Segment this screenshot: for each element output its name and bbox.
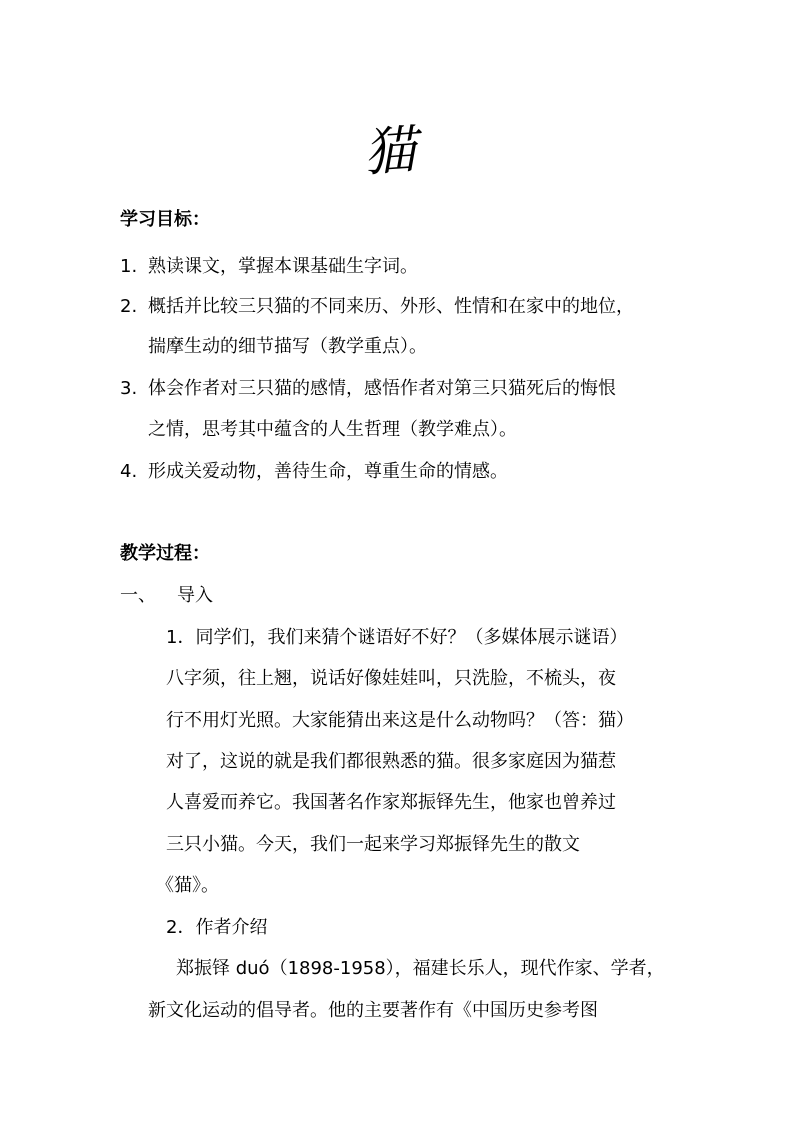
goal-3-line-2: 之情，思考其中蕴含的人生哲理（教学难点）。 [148,419,517,440]
goals-heading: 学习目标： [120,209,210,230]
goal-1-num: 1. [120,256,138,277]
goal-3-num: 3. [120,378,138,399]
para1-line-4: 对了，这说的就是我们都很熟悉的猫。很多家庭因为猫惹 [166,751,616,772]
goal-3-line-1: 体会作者对三只猫的感情，感悟作者对第三只猫死后的悔恨 [148,378,616,399]
para2-line-2: 新文化运动的倡导者。他的主要著作有《中国历史参考图 [148,1000,598,1021]
goal-1-line-1: 熟读课文，掌握本课基础生字词。 [148,256,418,277]
author-heading: 2．作者介绍 [166,917,268,938]
para1-line-7: 《猫》。 [156,875,219,896]
goal-2-line-2: 揣摩生动的细节描写（教学重点）。 [148,336,427,357]
para1-line-3: 行不用灯光照。大家能猜出来这是什么动物吗？（答：猫） [166,710,634,731]
section-1-num: 一、 [120,585,156,606]
para1-line-5: 人喜爱而养它。我国著名作家郑振铎先生，他家也曾养过 [166,792,616,813]
goal-2-line-1: 概括并比较三只猫的不同来历、外形、性情和在家中的地位， [148,296,634,317]
process-heading: 教学过程： [120,543,210,564]
goal-4-num: 4. [120,461,138,482]
para2-line-1: 郑振铎 duó（1898-1958），福建长乐人，现代作家、学者， [176,958,665,979]
para1-line-6: 三只小猫。今天，我们一起来学习郑振铎先生的散文 [166,834,580,855]
para1-line-2: 八字须，往上翘，说话好像娃娃叫，只洗脸，不梳头，夜 [166,668,616,689]
goal-2-num: 2. [120,296,138,317]
para1-line-1: 1．同学们，我们来猜个谜语好不好？（多媒体展示谜语） [166,627,628,648]
section-1-label: 导入 [177,585,213,606]
page-title: 猫 [361,120,419,184]
goal-4-line-1: 形成关爱动物，善待生命，尊重生命的情感。 [148,461,508,482]
